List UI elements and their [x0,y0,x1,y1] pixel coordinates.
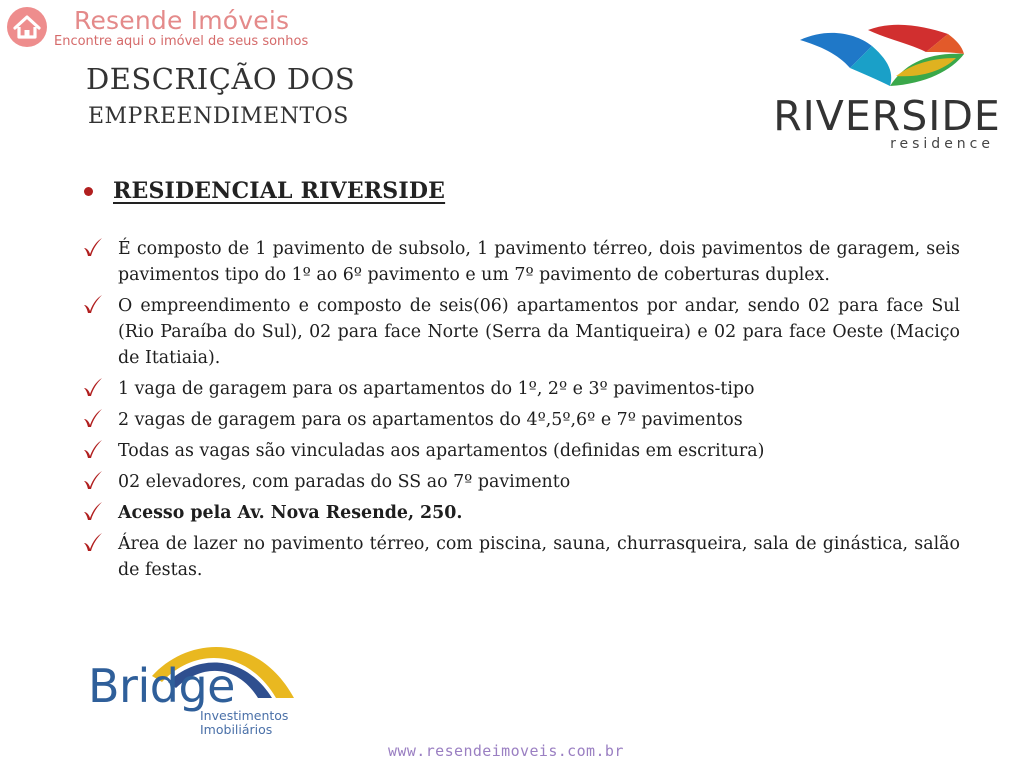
list-item-text: 1 vaga de garagem para os apartamentos do 1º, 2º e 3º pavimentos-tipo [118,379,755,399]
bridge-logo [88,636,308,740]
section-title: RESIDENCIAL RIVERSIDE [113,178,446,204]
list-item [82,500,960,526]
house-icon [6,6,48,48]
list-item-text: O empreendimento e composto de seis(06) apartamentos por andar, sendo 02 para face Sul (Rio Paraíba do Sul), 02 para face Norte (Serra da Mantiqueira) e 02 para face Oeste (Maciço de Itatiaia). [118,296,960,368]
list-item-text: 02 elevadores, com paradas do SS ao 7º pavimento [118,472,571,492]
checkmark-icon [82,293,104,315]
riverside-wordmark: RIVERSIDE [773,92,1001,140]
riverside-wave-icon [796,24,966,90]
riverside-logo [770,24,1004,158]
brand-tagline: Encontre aqui o imóvel de seus sonhos [54,34,309,49]
checkmark-icon [82,469,104,491]
checkmark-icon [82,500,104,522]
bridge-subtitle-2: Imobiliários [200,722,273,737]
bullet-dot [84,187,93,196]
brand-name: Resende Imóveis [74,6,290,35]
list-item-text: Acesso pela Av. Nova Resende, 250. [118,503,463,523]
list-item [82,531,960,583]
site-url[interactable]: www.resendeimoveis.com.br [388,742,624,760]
section-heading [84,178,445,204]
site-brand [6,4,326,50]
list-item [82,293,960,371]
riverside-subtitle: residence [890,136,994,152]
bridge-subtitle-1: Investimentos [200,708,289,723]
list-item-text: Área de lazer no pavimento térreo, com piscina, sauna, churrasqueira, sala de ginástica, salão de festas. [118,534,960,580]
list-item [82,407,960,433]
slide-subtitle: EMPREENDIMENTOS [88,104,349,129]
list-item [82,376,960,402]
list-item [82,438,960,464]
list-item-text: Todas as vagas são vinculadas aos apartamentos (definidas em escritura) [118,441,765,461]
feature-list [82,236,960,588]
list-item [82,469,960,495]
checkmark-icon [82,376,104,398]
list-item-text: É composto de 1 pavimento de subsolo, 1 pavimento térreo, dois pavimentos de garagem, seis pavimentos tipo do 1º ao 6º pavimento e um 7º pavimento de coberturas duplex. [118,239,960,285]
checkmark-icon [82,407,104,429]
checkmark-icon [82,236,104,258]
checkmark-icon [82,438,104,460]
list-item-text: 2 vagas de garagem para os apartamentos do 4º,5º,6º e 7º pavimentos [118,410,743,430]
bridge-wordmark: Bridge [88,659,235,713]
checkmark-icon [82,531,104,553]
list-item [82,236,960,288]
slide-title: DESCRIÇÃO DOS [86,62,356,96]
